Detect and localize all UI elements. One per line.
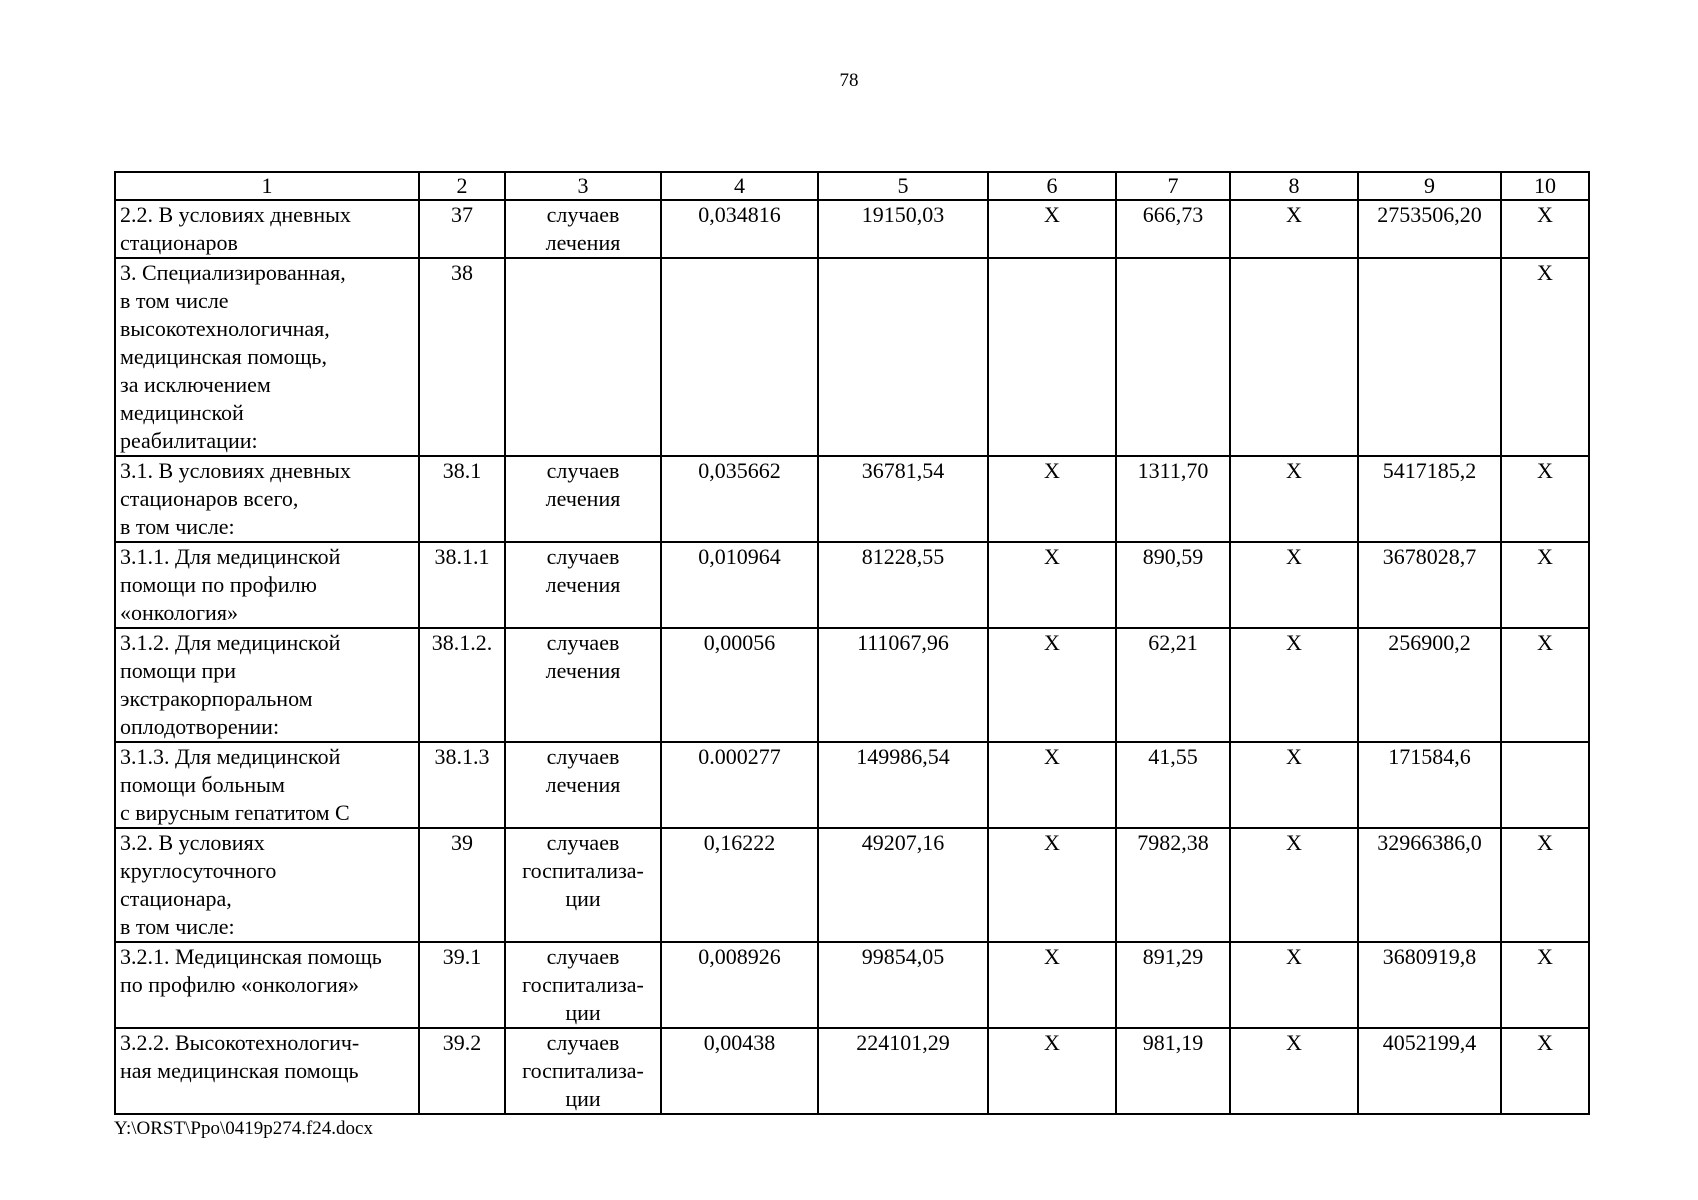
table-cell: X [1230,542,1358,628]
table-cell: 4052199,4 [1358,1028,1501,1114]
table-cell [1230,258,1358,456]
table-cell: X [1230,200,1358,258]
table-cell: X [988,828,1116,942]
row-label-cell: 3.2.1. Медицинская помощь по профилю «онкология» [115,942,419,1028]
table-cell [505,258,661,456]
table-row [115,942,1589,1028]
table-cell: 149986,54 [818,742,988,828]
table-cell: 38.1 [419,456,505,542]
table-cell: 256900,2 [1358,628,1501,742]
table-cell: 32966386,0 [1358,828,1501,942]
table-cell: 38 [419,258,505,456]
row-label-cell: 2.2. В условиях дневных стационаров [115,200,419,258]
table-row [115,742,1589,828]
table-cell: 38.1.1 [419,542,505,628]
table-cell: X [1501,258,1589,456]
table-cell: 37 [419,200,505,258]
table-cell: 0,035662 [661,456,818,542]
column-header: 5 [818,172,988,200]
table-cell [1501,742,1589,828]
column-header: 2 [419,172,505,200]
table-cell: X [1501,828,1589,942]
table-cell: случаев лечения [505,456,661,542]
table-cell: 62,21 [1116,628,1230,742]
table-cell: X [988,456,1116,542]
table-cell: X [1230,828,1358,942]
table-cell [818,258,988,456]
table-cell: 36781,54 [818,456,988,542]
table-cell: 39 [419,828,505,942]
table-cell: X [1230,942,1358,1028]
table-cell: X [988,542,1116,628]
table-cell: X [988,942,1116,1028]
row-label-cell: 3.2.2. Высокотехнологич- ная медицинская помощь [115,1028,419,1114]
table-header-row [115,172,1589,200]
table-cell: 890,59 [1116,542,1230,628]
table-cell: 19150,03 [818,200,988,258]
table-row [115,542,1589,628]
table-cell: 3678028,7 [1358,542,1501,628]
table-cell: 111067,96 [818,628,988,742]
table-row [115,628,1589,742]
table-cell: 0.000277 [661,742,818,828]
table-cell: 5417185,2 [1358,456,1501,542]
table-cell: X [1230,456,1358,542]
table-cell: случаев лечения [505,628,661,742]
table-cell: X [988,628,1116,742]
table-cell: X [1230,742,1358,828]
table-cell: случаев лечения [505,542,661,628]
table-cell: 1311,70 [1116,456,1230,542]
table-cell: X [988,200,1116,258]
table-cell: 7982,38 [1116,828,1230,942]
file-path-footer: Y:\ORST\Ppo\0419p274.f24.docx [114,1118,373,1139]
table-cell [1358,258,1501,456]
table-cell: 0,00438 [661,1028,818,1114]
table-row [115,1028,1589,1114]
table-cell [661,258,818,456]
row-label-cell: 3.1.3. Для медицинской помощи больным с вирусным гепатитом С [115,742,419,828]
table-cell: X [1501,628,1589,742]
column-header: 9 [1358,172,1501,200]
row-label-cell: 3. Специализированная, в том числе высокотехнологичная, медицинская помощь, за исключением медицинской реабилитации: [115,258,419,456]
table-cell: X [1501,1028,1589,1114]
data-table [114,171,1590,1115]
table-cell: 224101,29 [818,1028,988,1114]
table-cell: 38.1.2. [419,628,505,742]
table-cell: случаев госпитализа- ции [505,828,661,942]
row-label-cell: 3.1.1. Для медицинской помощи по профилю «онкология» [115,542,419,628]
table-cell: 39.1 [419,942,505,1028]
table-cell: 0,008926 [661,942,818,1028]
table-cell: 49207,16 [818,828,988,942]
table-cell: X [1230,628,1358,742]
table-cell: 41,55 [1116,742,1230,828]
column-header: 8 [1230,172,1358,200]
table-cell: 3680919,8 [1358,942,1501,1028]
table-cell: случаев лечения [505,200,661,258]
table-cell: 2753506,20 [1358,200,1501,258]
table-cell: 666,73 [1116,200,1230,258]
table-cell: 0,010964 [661,542,818,628]
table-cell: X [988,742,1116,828]
row-label-cell: 3.1. В условиях дневных стационаров всего, в том числе: [115,456,419,542]
table-cell: случаев лечения [505,742,661,828]
table-cell [1116,258,1230,456]
table-cell: 891,29 [1116,942,1230,1028]
table-cell: X [1501,200,1589,258]
table-cell: 0,16222 [661,828,818,942]
page-number: 78 [839,70,859,91]
table-row [115,456,1589,542]
row-label-cell: 3.1.2. Для медицинской помощи при экстракорпоральном оплодотворении: [115,628,419,742]
table-cell: 171584,6 [1358,742,1501,828]
table-row [115,200,1589,258]
column-header: 10 [1501,172,1589,200]
column-header: 4 [661,172,818,200]
table-cell: случаев госпитализа- ции [505,942,661,1028]
table-cell: X [988,1028,1116,1114]
table-cell: 99854,05 [818,942,988,1028]
column-header: 7 [1116,172,1230,200]
table-cell [988,258,1116,456]
table-cell: 81228,55 [818,542,988,628]
table-cell: 39.2 [419,1028,505,1114]
column-header: 1 [115,172,419,200]
table-row [115,828,1589,942]
table-cell: X [1230,1028,1358,1114]
table-cell: случаев госпитализа- ции [505,1028,661,1114]
table-cell: 0,034816 [661,200,818,258]
column-header: 6 [988,172,1116,200]
row-label-cell: 3.2. В условиях круглосуточного стационара, в том числе: [115,828,419,942]
table-cell: 0,00056 [661,628,818,742]
column-header: 3 [505,172,661,200]
table-cell: 981,19 [1116,1028,1230,1114]
table-cell: X [1501,542,1589,628]
table-row [115,258,1589,456]
table-cell: X [1501,456,1589,542]
table-cell: X [1501,942,1589,1028]
table-cell: 38.1.3 [419,742,505,828]
